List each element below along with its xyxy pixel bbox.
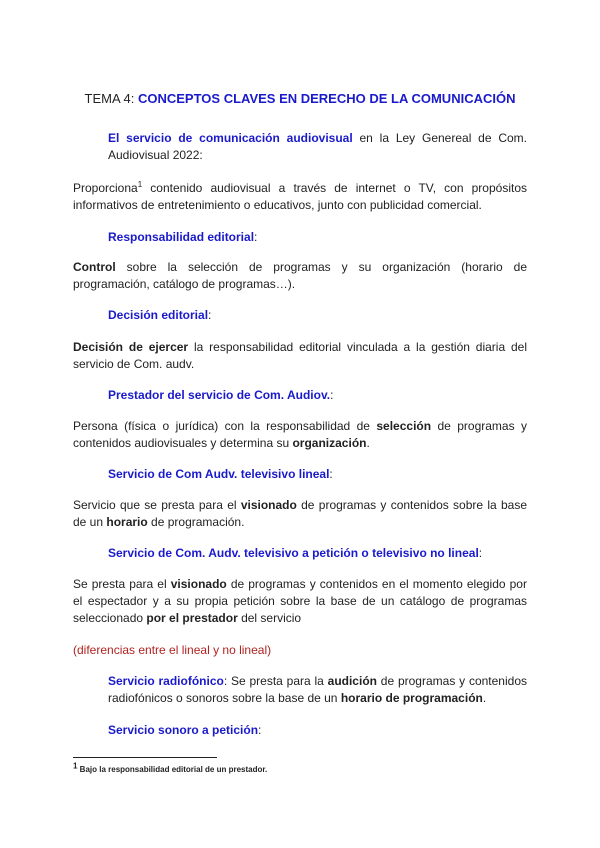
section-heading: Servicio sonoro a petición <box>108 723 259 737</box>
paragraph-text: Servicio que se presta para el <box>73 498 241 512</box>
paragraph-text: de programas y contenidos audiovisuales y determina su <box>73 419 527 450</box>
paragraph-text: la responsabilidad editorial vinculada a la gestión diaria del servicio de Com. audv. <box>73 340 528 371</box>
footnote <box>73 761 268 774</box>
paragraph-text: Se presta para el <box>73 577 171 591</box>
section-servicio-comunicacion <box>108 130 527 164</box>
colon: : <box>330 388 334 402</box>
paragraph-servicio-visionado <box>73 497 527 531</box>
bold-term: visionado <box>170 577 227 591</box>
section-decision-editorial <box>108 307 527 324</box>
paragraph-decision <box>73 339 527 373</box>
footnote-divider <box>73 757 217 758</box>
paragraph-text: de programas y contenidos radiofónicos o sonoros sobre la base de un <box>108 674 527 705</box>
colon: : <box>208 308 212 322</box>
paragraph-peticion <box>73 576 527 627</box>
section-heading: Servicio de Com Audv. televisivo lineal <box>108 467 330 481</box>
section-text: en la Ley Genereal de Com. Audiovisual 2022: <box>108 131 528 162</box>
footnote-number: 1 <box>73 761 78 771</box>
bold-term: horario de programación <box>340 691 483 705</box>
paragraph-text: Persona (física o jurídica) con la responsabilidad de <box>73 419 377 433</box>
colon: : <box>329 467 333 481</box>
colon: : <box>258 723 262 737</box>
paragraph-text: de programación. <box>147 515 245 529</box>
section-responsabilidad-editorial <box>108 229 527 246</box>
footnote-text: Bajo la responsabilidad editorial de un prestador. <box>77 765 268 774</box>
bold-term: audición <box>327 674 377 688</box>
paragraph-text: sobre la selección de programas y su organización (horario de programación, catálogo de programas…). <box>73 260 527 291</box>
footnote-ref[interactable]: 1 <box>137 180 143 189</box>
paragraph-text: de programas y contenidos sobre la base de un <box>73 498 527 529</box>
section-heading: El servicio de comunicación audiovisual <box>108 131 353 145</box>
bold-term: por el prestador <box>146 611 238 625</box>
paragraph-proporciona <box>73 180 527 214</box>
paragraph-text: del servicio <box>237 611 302 625</box>
bold-term: Decisión de ejercer <box>73 340 189 354</box>
paragraph-text: . <box>482 691 487 705</box>
bold-term: organización <box>292 436 367 450</box>
paragraph-control <box>73 259 527 293</box>
title-prefix: TEMA 4: <box>84 91 138 106</box>
section-sonoro-peticion <box>108 722 527 739</box>
note-diferencias: (diferencias entre el lineal y no lineal) <box>73 643 272 657</box>
section-televisivo-lineal <box>108 466 527 483</box>
paragraph-text: contenido audiovisual a través de internet o TV, con propósitos informativos de entretenimiento o educativos, junto con publicidad comercial. <box>73 181 527 212</box>
paragraph-persona <box>73 418 527 452</box>
colon: : <box>254 230 258 244</box>
paragraph-text: . <box>366 436 370 450</box>
bold-term: Control <box>73 260 116 274</box>
colon: : <box>478 546 483 560</box>
section-heading: Servicio de Com. Audv. televisivo a petición o televisivo no lineal <box>108 546 479 560</box>
title-highlight: CONCEPTOS CLAVES EN DERECHO DE LA COMUNICACIÓN <box>137 91 516 106</box>
section-heading: Prestador del servicio de Com. Audiov. <box>108 388 331 402</box>
paragraph-text: de programas y contenidos en el momento elegido por el espectador y a su propia petición sobre la base de un catálogo de programas seleccionado <box>73 577 527 625</box>
paragraph-text: Proporciona <box>73 181 138 195</box>
bold-term: selección <box>376 419 432 433</box>
bold-term: horario <box>106 515 148 529</box>
section-heading: Decisión editorial <box>108 308 209 322</box>
section-prestador <box>108 387 527 404</box>
section-heading: Servicio radiofónico <box>108 674 224 688</box>
section-televisivo-no-lineal <box>108 545 527 562</box>
section-radiofonico <box>108 673 527 707</box>
section-heading: Responsabilidad editorial <box>108 230 255 244</box>
page-title <box>0 91 600 106</box>
paragraph-text: : Se presta para la <box>223 674 328 688</box>
bold-term: visionado <box>240 498 297 512</box>
